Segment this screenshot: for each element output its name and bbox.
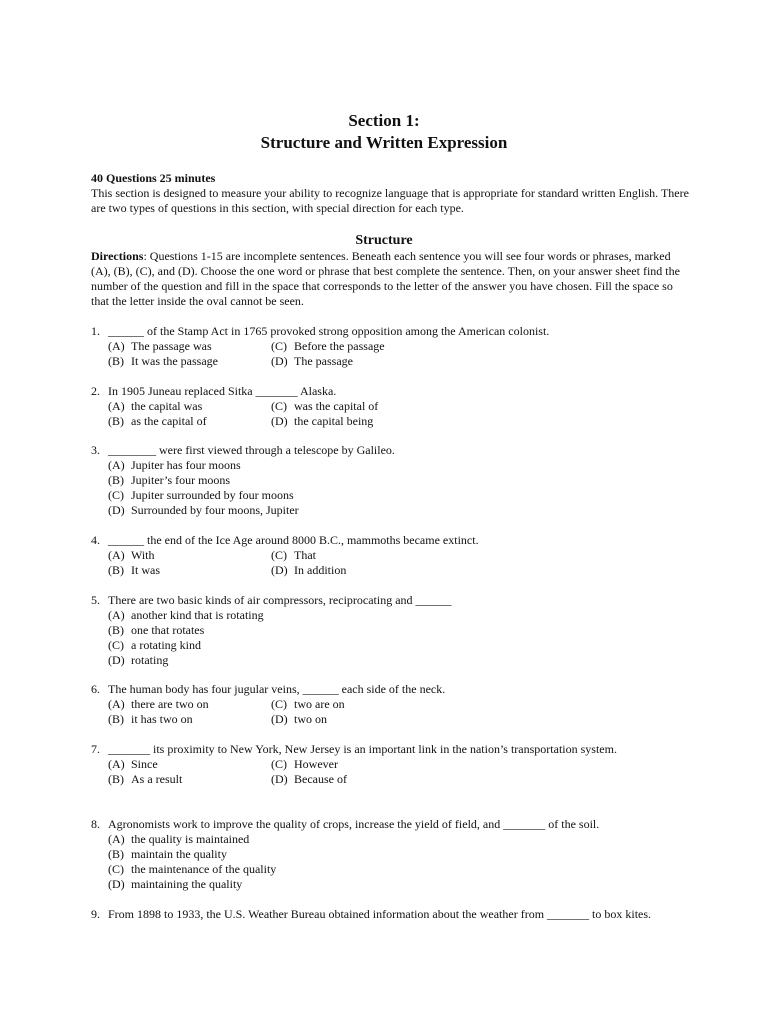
question-stem xyxy=(91,384,711,399)
answer-option xyxy=(271,354,471,369)
question-number: 2. xyxy=(91,384,100,398)
answer-option xyxy=(271,563,471,578)
option-letter: (A) xyxy=(108,458,125,472)
option-text: Jupiter’s four moons xyxy=(131,473,231,487)
option-letter: (D) xyxy=(108,653,125,667)
option-text: As a result xyxy=(131,772,183,786)
answer-option xyxy=(271,772,471,787)
question-stem xyxy=(91,817,711,832)
question-number: 9. xyxy=(91,907,100,921)
directions-label: Directions xyxy=(91,249,144,263)
option-text: the quality is maintained xyxy=(131,832,250,846)
option-text: Since xyxy=(131,757,158,771)
question-number: 6. xyxy=(91,682,100,696)
option-text: rotating xyxy=(131,653,169,667)
option-letter: (B) xyxy=(108,563,124,577)
question-text: ______ the end of the Ice Age around 8000 B.C., mammoths became extinct. xyxy=(108,533,479,547)
answer-option xyxy=(271,414,471,429)
option-letter: (B) xyxy=(108,414,124,428)
intro-block xyxy=(91,171,691,216)
option-text: a rotating kind xyxy=(131,638,201,652)
option-letter: (C) xyxy=(271,399,287,413)
option-text: Before the passage xyxy=(294,339,385,353)
option-letter: (B) xyxy=(108,772,124,786)
question-text: Agronomists work to improve the quality of crops, increase the yield of field, and _______ of the soil. xyxy=(108,817,600,831)
option-text: Surrounded by four moons, Jupiter xyxy=(131,503,299,517)
option-text: It was xyxy=(131,563,160,577)
option-letter: (D) xyxy=(271,712,288,726)
answer-options xyxy=(91,608,711,668)
title-line-2: Structure and Written Expression xyxy=(260,133,508,152)
question-number: 3. xyxy=(91,443,100,457)
option-letter: (B) xyxy=(108,354,124,368)
option-letter: (D) xyxy=(271,414,288,428)
option-text: maintaining the quality xyxy=(131,877,243,891)
answer-option xyxy=(271,757,471,772)
answer-options xyxy=(91,548,711,578)
answer-option xyxy=(108,877,408,892)
option-text: With xyxy=(131,548,155,562)
section-title xyxy=(0,110,768,154)
answer-options xyxy=(91,697,711,727)
option-text: the maintenance of the quality xyxy=(131,862,277,876)
question-text: There are two basic kinds of air compressors, reciprocating and ______ xyxy=(108,593,452,607)
option-letter: (B) xyxy=(108,473,124,487)
option-text: one that rotates xyxy=(131,623,205,637)
title-line-1: Section 1: xyxy=(348,111,420,130)
option-letter: (C) xyxy=(271,548,287,562)
question-text: _______ its proximity to New York, New Jersey is an important link in the nation’s transportation system. xyxy=(108,742,617,756)
answer-option xyxy=(271,697,471,712)
option-text: In addition xyxy=(294,563,347,577)
answer-options xyxy=(91,399,711,429)
question-5 xyxy=(91,593,711,668)
answer-option xyxy=(108,339,271,354)
option-letter: (A) xyxy=(108,697,125,711)
answer-option xyxy=(108,399,271,414)
option-letter: (C) xyxy=(108,862,124,876)
option-letter: (A) xyxy=(108,757,125,771)
intro-description: This section is designed to measure your ability to recognize language that is appropriate for standard written English. There are two types of questions in this section, with special direction for each type. xyxy=(91,186,689,215)
answer-option xyxy=(108,697,271,712)
answer-option xyxy=(108,712,271,727)
questions-time: 40 Questions 25 minutes xyxy=(91,171,216,185)
answer-option xyxy=(108,503,408,518)
option-text: it has two on xyxy=(131,712,193,726)
answer-options xyxy=(91,458,711,518)
answer-option xyxy=(108,623,408,638)
option-text: the capital being xyxy=(294,414,374,428)
answer-option xyxy=(108,458,408,473)
question-1 xyxy=(91,324,711,369)
option-text: That xyxy=(294,548,316,562)
directions-text: : Questions 1-15 are incomplete sentences. Beneath each sentence you will see four words or phrases, marked (A), (B), (C), and (D). Choose the one word or phrase that best complete the sentence. Then, on your answer sheet find the number of the question and fill in the space that corresponds to the letter of the answer you have chosen. Fill the space so that the letter inside the oval cannot be seen. xyxy=(91,249,680,308)
option-text: as the capital of xyxy=(131,414,207,428)
answer-option xyxy=(271,548,471,563)
question-6 xyxy=(91,682,711,727)
option-letter: (C) xyxy=(271,339,287,353)
question-number: 1. xyxy=(91,324,100,338)
question-stem xyxy=(91,682,711,697)
question-stem xyxy=(91,907,711,922)
option-letter: (D) xyxy=(108,503,125,517)
question-number: 8. xyxy=(91,817,100,831)
option-letter: (A) xyxy=(108,339,125,353)
answer-option xyxy=(108,862,408,877)
option-text: The passage xyxy=(294,354,353,368)
option-letter: (B) xyxy=(108,623,124,637)
question-7 xyxy=(91,742,711,787)
option-text: However xyxy=(294,757,338,771)
answer-option xyxy=(108,473,408,488)
answer-option xyxy=(108,847,408,862)
answer-option xyxy=(108,757,271,772)
option-letter: (C) xyxy=(108,638,124,652)
question-stem xyxy=(91,324,711,339)
answer-option xyxy=(271,712,471,727)
question-3 xyxy=(91,443,711,518)
option-letter: (D) xyxy=(271,772,288,786)
question-number: 7. xyxy=(91,742,100,756)
option-letter: (B) xyxy=(108,847,124,861)
answer-options xyxy=(91,757,711,787)
option-letter: (C) xyxy=(271,697,287,711)
answer-options xyxy=(91,832,711,892)
question-number: 5. xyxy=(91,593,100,607)
option-letter: (D) xyxy=(271,354,288,368)
option-text: another kind that is rotating xyxy=(131,608,264,622)
answer-option xyxy=(271,399,471,414)
option-letter: (A) xyxy=(108,548,125,562)
answer-option xyxy=(108,772,271,787)
answer-option xyxy=(108,563,271,578)
option-text: the capital was xyxy=(131,399,203,413)
option-text: It was the passage xyxy=(131,354,218,368)
answer-option xyxy=(108,653,408,668)
structure-heading: Structure xyxy=(355,233,413,248)
option-letter: (D) xyxy=(271,563,288,577)
question-stem xyxy=(91,443,711,458)
option-letter: (C) xyxy=(108,488,124,502)
option-text: maintain the quality xyxy=(131,847,227,861)
directions-block xyxy=(91,249,691,309)
option-letter: (C) xyxy=(271,757,287,771)
answer-option xyxy=(108,608,408,623)
option-text: two are on xyxy=(294,697,345,711)
option-letter: (B) xyxy=(108,712,124,726)
question-number: 4. xyxy=(91,533,100,547)
option-letter: (A) xyxy=(108,399,125,413)
question-stem xyxy=(91,742,711,757)
option-text: Jupiter surrounded by four moons xyxy=(131,488,294,502)
option-text: The passage was xyxy=(131,339,212,353)
question-text: ______ of the Stamp Act in 1765 provoked strong opposition among the American colonist. xyxy=(108,324,550,338)
option-text: two on xyxy=(294,712,327,726)
option-text: there are two on xyxy=(131,697,209,711)
option-text: Because of xyxy=(294,772,347,786)
answer-option xyxy=(108,488,408,503)
answer-option xyxy=(108,354,271,369)
question-text: ________ were first viewed through a telescope by Galileo. xyxy=(108,443,395,457)
question-stem xyxy=(91,533,711,548)
option-letter: (D) xyxy=(108,877,125,891)
question-9 xyxy=(91,907,711,922)
question-text: In 1905 Juneau replaced Sitka _______ Alaska. xyxy=(108,384,337,398)
question-text: From 1898 to 1933, the U.S. Weather Bureau obtained information about the weather from _______ to box kites. xyxy=(108,907,652,921)
answer-option xyxy=(108,414,271,429)
option-letter: (A) xyxy=(108,608,125,622)
answer-option xyxy=(108,548,271,563)
option-text: was the capital of xyxy=(294,399,379,413)
question-4 xyxy=(91,533,711,578)
option-text: Jupiter has four moons xyxy=(131,458,241,472)
answer-option xyxy=(108,832,408,847)
answer-option xyxy=(108,638,408,653)
answer-options xyxy=(91,339,711,369)
option-letter: (A) xyxy=(108,832,125,846)
answer-option xyxy=(271,339,471,354)
question-text: The human body has four jugular veins, ______ each side of the neck. xyxy=(108,682,446,696)
question-stem xyxy=(91,593,711,608)
question-8 xyxy=(91,817,711,892)
question-2 xyxy=(91,384,711,429)
